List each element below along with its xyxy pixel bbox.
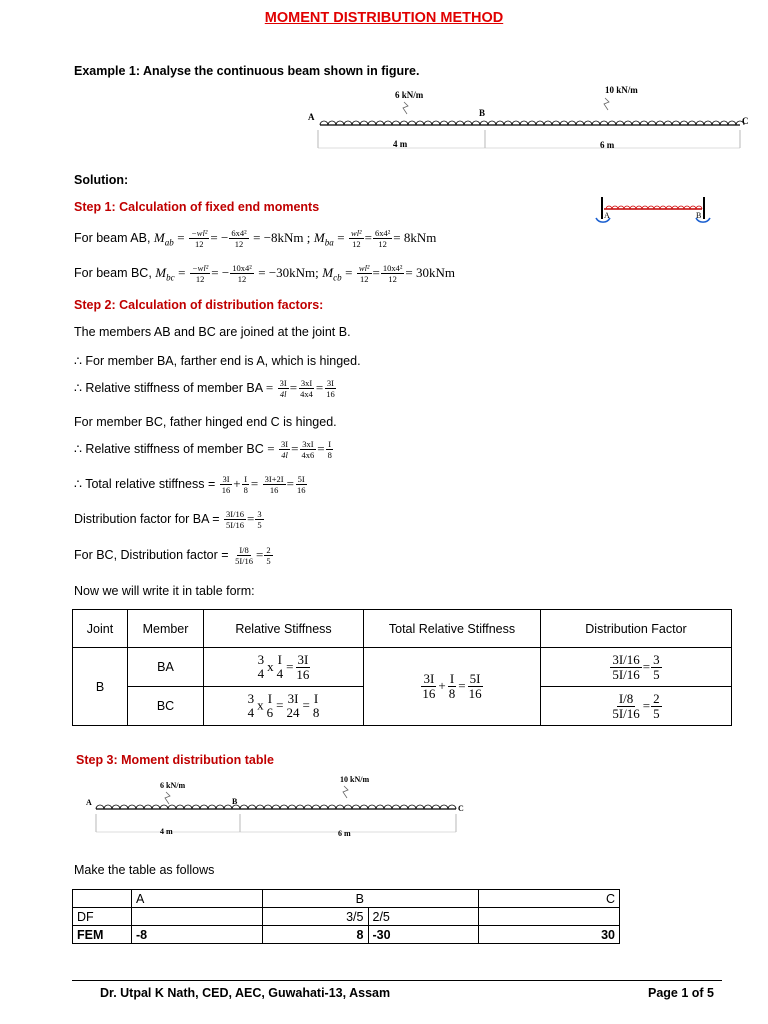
table-header-row: A B C — [73, 890, 620, 908]
ba-far-end-text: ∴ For member BA, farther end is A, which is hinged. — [74, 354, 361, 368]
beam2-label-c: C — [458, 804, 464, 813]
table-row-fem: FEM -8 8 -30 30 — [73, 926, 620, 944]
col-header-member: Member — [128, 610, 204, 648]
beam2-load-bc: 10 kN/m — [340, 775, 370, 784]
table-row — [73, 648, 732, 687]
beam1-label-a: A — [308, 112, 315, 122]
beam2-label-b: B — [232, 797, 238, 806]
step3-heading: Step 3: Moment distribution table — [76, 753, 274, 767]
bc-far-end-text: For member BC, father hinged end C is hinged. — [74, 415, 337, 429]
col-header-relative-stiffness: Relative Stiffness — [204, 610, 364, 648]
member-cell: BC — [128, 687, 204, 726]
col-header-total-stiffness: Total Relative Stiffness — [364, 610, 541, 648]
ba-relative-stiffness-line: ∴ Relative stiffness of member BA = $\frac{3I}{4l}$ = $\frac{3xI}{4x4}$ = $\frac{3I}{16}$ — [74, 378, 335, 399]
members-joined-text: The members AB and BC are joined at the joint B. — [74, 325, 351, 339]
beam2-load-ab: 6 kN/m — [160, 781, 186, 790]
fixed-beam-icon — [592, 194, 714, 228]
fem-bc-line: For beam BC, $M_{bc}$ = $\frac{\text{−wl²}}{12}$ = − $\frac{\text{10x4²}}{12}$ = −30kNm; $M_{cb}$ = $\frac{\text{wl²}}{12}$ = $\frac{\text{10x4²}}{12}$ = 30kNm — [74, 263, 455, 284]
footer-rule — [72, 980, 722, 981]
beam1-span-ab: 4 m — [393, 139, 408, 149]
total-stiffness-line: ∴ Total relative stiffness = $\frac{3I}{16}$ + $\frac{I}{8}$ = $\frac{3I+2I}{16}$ = $\frac{5I}{16}$ — [74, 474, 306, 495]
bc-relative-stiffness-line: ∴ Relative stiffness of member BC = $\frac{3I}{4l}$ = $\frac{3xI}{4x6}$ = $\frac{I}{8}$ — [74, 439, 332, 460]
table-header-row — [73, 610, 732, 648]
beam2-label-a: A — [86, 798, 92, 807]
footer-author: Dr. Utpal K Nath, CED, AEC, Guwahati-13, Assam — [100, 986, 391, 1000]
svg-text:A: A — [604, 211, 610, 220]
beam2-span-ab: 4 m — [160, 827, 173, 836]
rs-bc-cell: 3 4 x I 6 = 3I 24 = I 8 — [204, 687, 364, 726]
beam-figure-2 — [82, 772, 482, 842]
load-arrow-icon — [403, 102, 408, 114]
col-header-joint: Joint — [73, 610, 128, 648]
df-ba-line: Distribution factor for BA = $\frac{3I/16}{5I/16}$ = $\frac{3}{5}$ — [74, 509, 262, 530]
df-bc-cell: $\frac{I/8}{5I/16}$ = $\frac{2}{5}$ — [541, 687, 732, 726]
beam1-load-ab: 6 kN/m — [395, 90, 424, 100]
beam-figure-1 — [300, 82, 760, 154]
col-header-distribution-factor: Distribution Factor — [541, 610, 732, 648]
load-arrow-icon — [165, 792, 170, 804]
page-title: MOMENT DISTRIBUTION METHOD — [264, 10, 504, 26]
beam2-span-bc: 6 m — [338, 829, 351, 838]
member-cell: BA — [128, 648, 204, 687]
distribution-factor-table — [72, 609, 732, 726]
total-stiffness-cell: $\frac{3I}{16}$ + $\frac{I}{8}$ = $\frac{5I}{16}$ — [364, 648, 541, 726]
beam1-label-b: B — [479, 108, 486, 118]
load-arrow-icon — [604, 98, 609, 110]
beam1-label-c: C — [742, 116, 749, 126]
step1-heading: Step 1: Calculation of fixed end moments — [74, 200, 320, 214]
moment-distribution-table — [72, 889, 620, 944]
svg-text:B: B — [696, 211, 702, 220]
beam1-load-bc: 10 kN/m — [605, 85, 638, 95]
df-ba-cell: $\frac{3I/16}{5I/16}$ = $\frac{3}{5}$ — [541, 648, 732, 687]
footer-page-number: Page 1 of 5 — [648, 986, 714, 1000]
df-bc-line: For BC, Distribution factor = $\frac{I/8}{5I/16}$ = $\frac{2}{5}$ — [74, 545, 271, 566]
fem-ab-line: For beam AB, $M_{ab}$ = $\frac{\text{−wl²}}{12}$ = − $\frac{\text{6x4²}}{12}$ = −8kNm ; $M_{ba}$ = $\frac{\text{wl²}}{12}$ = $\frac{\text{6x4²}}{12}$ = 8kNm — [74, 228, 437, 249]
make-table-text: Make the table as follows — [74, 863, 215, 877]
table-intro-text: Now we will write it in table form: — [74, 584, 255, 598]
rs-ba-cell: 3 4 x I 4 = $\frac{3I}{16}$ — [204, 648, 364, 687]
example-heading: Example 1: Analyse the continuous beam shown in figure. — [74, 64, 420, 78]
load-arrow-icon — [343, 786, 348, 798]
table-row-df: DF 3/5 2/5 — [73, 908, 620, 926]
joint-cell: B — [73, 648, 128, 726]
solution-heading: Solution: — [74, 173, 129, 187]
step2-heading: Step 2: Calculation of distribution factors: — [74, 298, 324, 312]
beam1-span-bc: 6 m — [600, 140, 615, 150]
